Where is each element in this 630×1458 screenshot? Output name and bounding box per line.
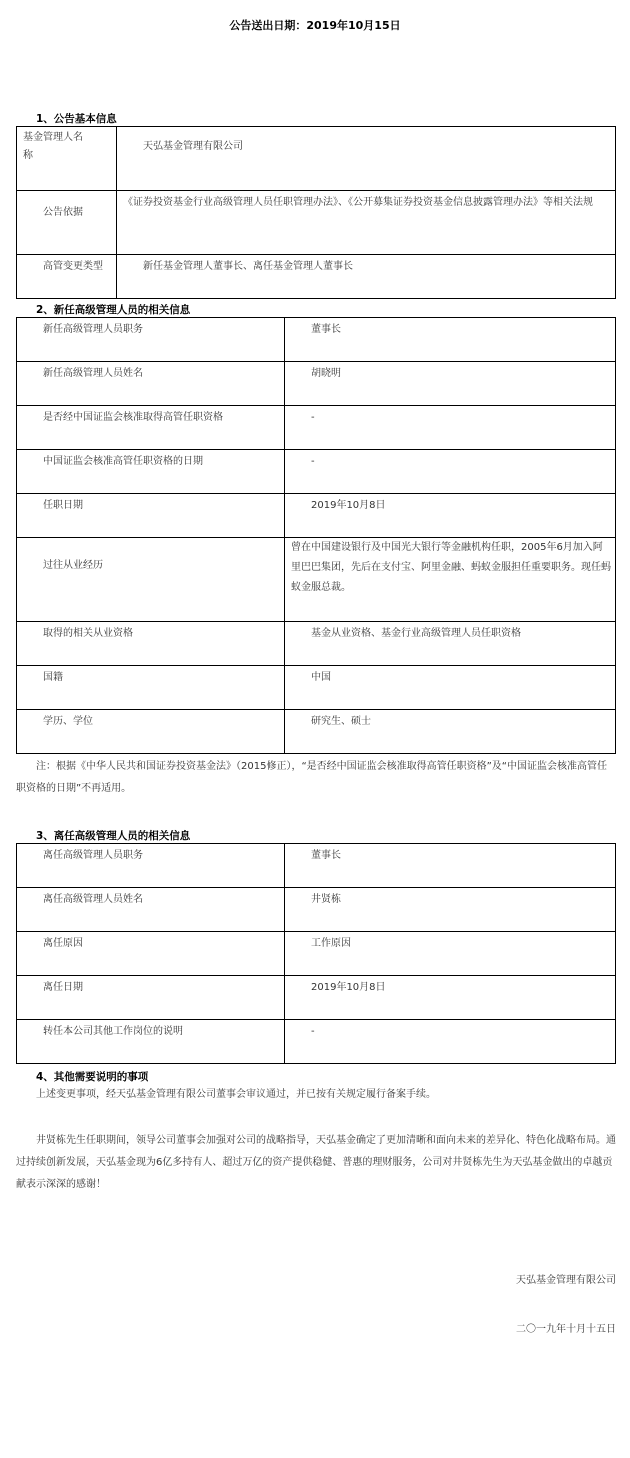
table-row bbox=[17, 666, 616, 710]
table-row bbox=[17, 844, 616, 888]
table-row bbox=[17, 932, 616, 976]
value-cell bbox=[285, 538, 616, 622]
acknowledgement-paragraph: 井贤栋先生任职期间，领导公司董事会加强对公司的战略指导，天弘基金确定了更加清晰和面向未来的差异化、特色化战略布局。通过持续创新发展，天弘基金现为6亿多持有人、超过万亿的资产提供稳健、普惠的理财服务，公司对井贤栋先生为天弘基金做出的卓越贡献表示深深的感谢！ bbox=[16, 1135, 616, 1190]
row-value: - bbox=[311, 456, 315, 467]
row-value: 曾在中国建设银行及中国光大银行等金融机构任职，2005年6月加入阿里巴巴集团，先后在支付宝、阿里金融、蚂蚁金服担任重要职务。现任蚂蚁金服总裁。 bbox=[291, 542, 611, 593]
value-cell bbox=[285, 622, 616, 666]
value-cell bbox=[285, 844, 616, 888]
row-label: 学历、学位 bbox=[43, 716, 93, 727]
table-row bbox=[17, 710, 616, 754]
table-row bbox=[17, 255, 616, 299]
row-label: 是否经中国证监会核准取得高管任职资格 bbox=[43, 412, 223, 423]
row-value: 新任基金管理人董事长、离任基金管理人董事长 bbox=[143, 261, 353, 272]
row-value: 董事长 bbox=[311, 850, 341, 861]
value-cell bbox=[285, 976, 616, 1020]
value-cell bbox=[285, 362, 616, 406]
row-value: 2019年10月8日 bbox=[311, 500, 386, 511]
row-label: 离任高级管理人员职务 bbox=[43, 850, 143, 861]
value-cell bbox=[285, 888, 616, 932]
label-cell bbox=[17, 844, 285, 888]
row-label: 公告依据 bbox=[43, 207, 83, 218]
label-cell bbox=[17, 255, 117, 299]
row-label: 过往从业经历 bbox=[43, 560, 103, 571]
new-executive-table bbox=[16, 317, 616, 754]
row-value: 《证券投资基金行业高级管理人员任职管理办法》、《公开募集证券投资基金信息披露管理办法》等相关法规 bbox=[123, 197, 593, 208]
table-row bbox=[17, 406, 616, 450]
row-value: 胡晓明 bbox=[311, 368, 341, 379]
label-cell bbox=[17, 666, 285, 710]
section2-heading: 2、新任高级管理人员的相关信息 bbox=[36, 304, 191, 316]
value-cell bbox=[117, 255, 616, 299]
row-value: 天弘基金管理有限公司 bbox=[143, 141, 243, 152]
table-row bbox=[17, 538, 616, 622]
approval-paragraph: 上述变更事项，经天弘基金管理有限公司董事会审议通过，并已按有关规定履行备案手续。 bbox=[36, 1089, 436, 1100]
applicability-note: 注：根据《中华人民共和国证券投资基金法》（2015修正），“是否经中国证监会核准取得高管任职资格”及“中国证监会核准高管任职资格的日期”不再适用。 bbox=[16, 761, 607, 794]
label-cell bbox=[17, 538, 285, 622]
label-cell bbox=[17, 450, 285, 494]
value-cell bbox=[285, 406, 616, 450]
label-cell bbox=[17, 976, 285, 1020]
label-cell bbox=[17, 1020, 285, 1064]
row-label: 高管变更类型 bbox=[43, 261, 103, 272]
table-row bbox=[17, 1020, 616, 1064]
label-cell bbox=[17, 710, 285, 754]
value-cell bbox=[285, 494, 616, 538]
row-value: 基金从业资格、基金行业高级管理人员任职资格 bbox=[311, 628, 521, 639]
label-cell bbox=[17, 888, 285, 932]
table-row bbox=[17, 127, 616, 191]
table-row bbox=[17, 976, 616, 1020]
table-row bbox=[17, 450, 616, 494]
section1-heading: 1、公告基本信息 bbox=[36, 113, 117, 125]
label-cell bbox=[17, 318, 285, 362]
row-value: 工作原因 bbox=[311, 938, 351, 949]
table-row bbox=[17, 888, 616, 932]
label-cell bbox=[17, 406, 285, 450]
label-cell bbox=[17, 622, 285, 666]
label-cell bbox=[17, 932, 285, 976]
row-value: - bbox=[311, 412, 315, 423]
table-row bbox=[17, 318, 616, 362]
value-cell bbox=[117, 127, 616, 191]
signature-date: 二〇一九年十月十五日 bbox=[516, 1324, 616, 1335]
row-value: - bbox=[311, 1026, 315, 1037]
row-label: 取得的相关从业资格 bbox=[43, 628, 133, 639]
row-label: 离任高级管理人员姓名 bbox=[43, 894, 143, 905]
row-value: 研究生、硕士 bbox=[311, 716, 371, 727]
row-label: 离任日期 bbox=[43, 982, 83, 993]
row-label: 转任本公司其他工作岗位的说明 bbox=[43, 1026, 183, 1037]
value-cell bbox=[285, 666, 616, 710]
table-row bbox=[17, 494, 616, 538]
value-cell bbox=[285, 932, 616, 976]
value-cell bbox=[285, 1020, 616, 1064]
announcement-date-title: 公告送出日期：2019年10月15日 bbox=[229, 19, 401, 32]
row-value: 2019年10月8日 bbox=[311, 982, 386, 993]
section3-heading: 3、离任高级管理人员的相关信息 bbox=[36, 830, 191, 842]
section4-heading: 4、其他需要说明的事项 bbox=[36, 1071, 149, 1083]
departing-executive-table bbox=[16, 843, 616, 1064]
row-value: 井贤栋 bbox=[311, 894, 341, 905]
value-cell bbox=[285, 318, 616, 362]
value-cell bbox=[117, 191, 616, 255]
label-cell bbox=[17, 191, 117, 255]
value-cell bbox=[285, 710, 616, 754]
table-row bbox=[17, 622, 616, 666]
row-label: 新任高级管理人员姓名 bbox=[43, 368, 143, 379]
row-label: 基金管理人名称 bbox=[23, 132, 83, 161]
row-value: 中国 bbox=[311, 672, 331, 683]
value-cell bbox=[285, 450, 616, 494]
table-row bbox=[17, 191, 616, 255]
row-value: 董事长 bbox=[311, 324, 341, 335]
label-cell bbox=[17, 362, 285, 406]
row-label: 离任原因 bbox=[43, 938, 83, 949]
table-row bbox=[17, 362, 616, 406]
row-label: 新任高级管理人员职务 bbox=[43, 324, 143, 335]
label-cell bbox=[17, 494, 285, 538]
row-label: 中国证监会核准高管任职资格的日期 bbox=[43, 456, 203, 467]
signature-company: 天弘基金管理有限公司 bbox=[516, 1275, 616, 1286]
label-cell bbox=[17, 127, 117, 191]
row-label: 国籍 bbox=[43, 672, 63, 683]
row-label: 任职日期 bbox=[43, 500, 83, 511]
basic-info-table bbox=[16, 126, 616, 299]
